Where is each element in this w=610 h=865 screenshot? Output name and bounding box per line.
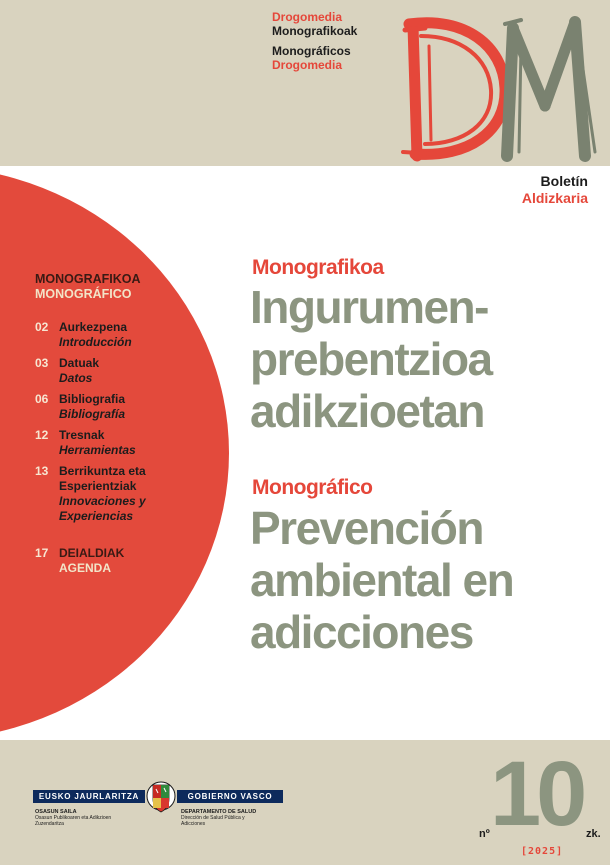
gov-dept-eu-title: OSASUN SAILA — [35, 809, 77, 815]
table-of-contents — [35, 272, 177, 582]
gov-dept-es-title: DEPARTAMENTO DE SALUD — [181, 809, 257, 815]
toc-label-eu: Berrikuntza eta Esperientziak — [59, 464, 146, 493]
kicker-es: Monográfico — [252, 476, 373, 499]
gov-dept-es-sub: Dirección de Salud Pública y Adicciones — [181, 815, 245, 827]
toc-heading-eu: MONOGRAFIKOA — [35, 272, 141, 286]
boletin-label — [522, 173, 588, 207]
toc-label-es: Herramientas — [59, 443, 136, 457]
toc-page-number: 17 — [35, 546, 49, 560]
toc-item — [35, 320, 177, 350]
toc-page-number: 13 — [35, 464, 49, 478]
toc-label-es: Datos — [59, 371, 93, 385]
toc-item — [35, 428, 177, 458]
dm-logo — [395, 6, 605, 164]
issue-suffix: zk. — [586, 828, 601, 840]
title-eu: Ingurumen-prebentzioa adikzioetan — [250, 281, 492, 437]
boletin-es: Boletín — [540, 173, 588, 189]
toc-item — [35, 392, 177, 422]
toc-page-number: 02 — [35, 320, 49, 334]
toc-label-es: Introducción — [59, 335, 132, 349]
brand-line-4: Drogomedia — [272, 58, 343, 72]
toc-heading-es: MONOGRÁFICO — [35, 287, 132, 301]
issue-year: [2025] — [521, 846, 564, 857]
gov-dept-eu-sub: Osasun Publikoaren eta Adikzioen Zuzendaritza — [35, 815, 112, 827]
toc-page-number: 03 — [35, 356, 49, 370]
boletin-eu: Aldizkaria — [521, 190, 588, 206]
toc-label-es: Bibliografía — [59, 407, 126, 421]
toc-label-eu: Bibliografia — [59, 392, 126, 406]
toc-label-es: AGENDA — [59, 561, 112, 575]
gov-dept-eu — [35, 809, 125, 827]
government-logo — [33, 779, 283, 839]
logo-letter-m — [505, 20, 595, 156]
toc-item-agenda — [35, 546, 177, 576]
kicker-eu: Monografikoa — [252, 256, 384, 279]
logo-letter-d — [403, 23, 505, 156]
brand-block — [272, 10, 357, 72]
gov-dept-es — [181, 809, 261, 827]
toc-label-eu: Tresnak — [59, 428, 105, 442]
issue-prefix: nº — [479, 828, 490, 840]
toc-label-eu: Datuak — [59, 356, 100, 370]
issue-number: 10 — [490, 743, 583, 845]
gov-name-es: GOBIERNO VASCO — [177, 790, 283, 803]
toc-item — [35, 464, 177, 524]
brand-line-1: Drogomedia — [272, 10, 343, 24]
gov-name-eu: EUSKO JAURLARITZA — [33, 790, 145, 803]
toc-label-eu: DEIALDIAK — [59, 546, 125, 560]
toc-label-eu: Aurkezpena — [59, 320, 128, 334]
toc-page-number: 06 — [35, 392, 49, 406]
brand-line-3: Monográficos — [272, 44, 351, 58]
brand-line-2: Monografikoak — [272, 24, 358, 38]
title-es: Prevención ambiental en adicciones — [250, 502, 514, 658]
coat-of-arms-icon — [146, 779, 176, 817]
toc-page-number: 12 — [35, 428, 49, 442]
toc-item — [35, 356, 177, 386]
toc-label-es: Innovaciones y Experiencias — [59, 494, 146, 523]
